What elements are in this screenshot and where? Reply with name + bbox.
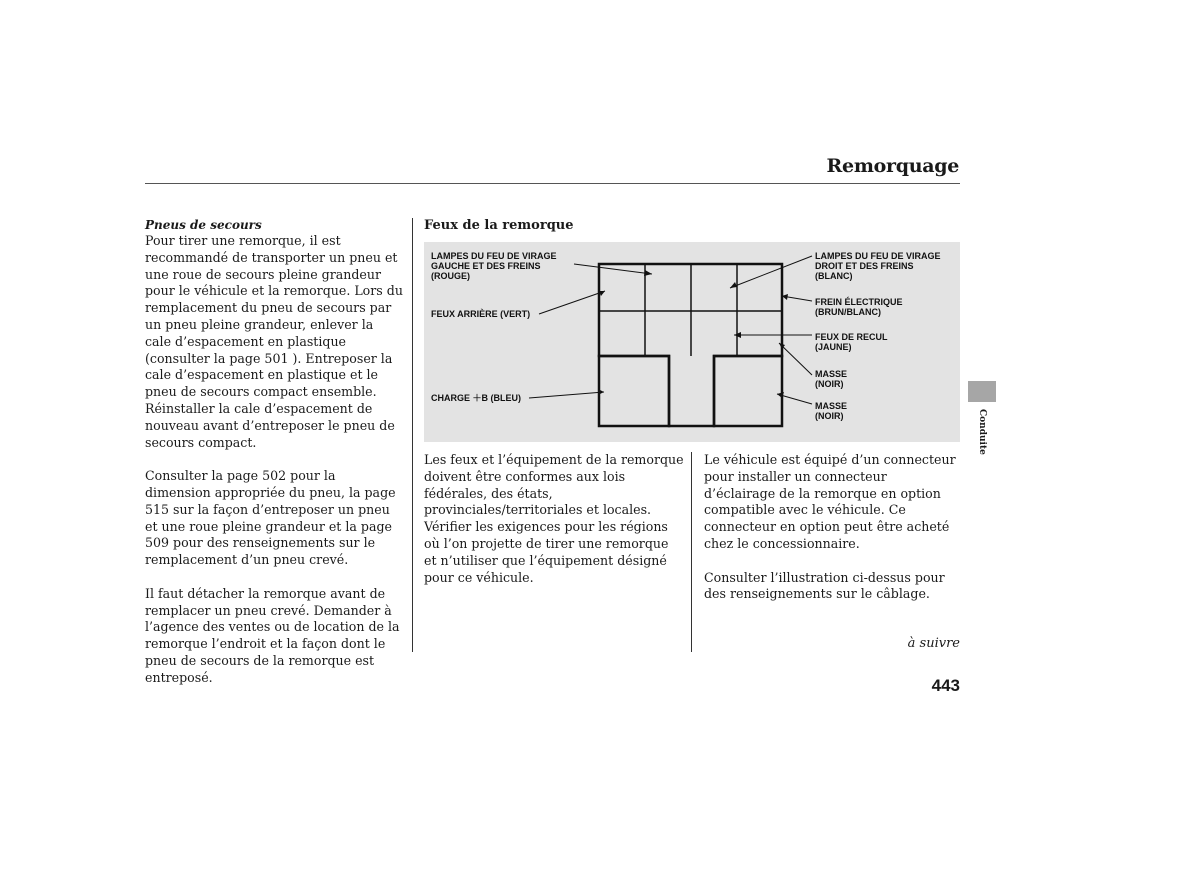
- trailer-lights-heading: Feux de la remorque: [424, 218, 574, 233]
- arrowhead: [598, 389, 604, 395]
- right-paragraph-1: Le véhicule est équipé d’un connecteur pour installer un connecteur d’éclairage de la remorque en option compatible avec le véhicule. Ce connecteur en option peut être acheté chez le concessionnaire.: [704, 452, 956, 551]
- section-tab: [968, 381, 996, 402]
- page-number: 443: [931, 676, 960, 695]
- leader-charge: [529, 392, 604, 398]
- continued-note: à suivre: [907, 636, 960, 651]
- right-column: [704, 452, 960, 603]
- label-ground-1: MASSE (NOIR): [815, 369, 848, 389]
- left-paragraph-1: Pour tirer une remorque, il est recommandé de transporter un pneu et une roue de secours pleine grandeur pour le véhicule et la remorque. Lors du remplacement du pneu de secours par un pneu pleine grandeur, enlever la cale d’espacement en plastique (consulter la page 501 ). Entreposer la cale d’espacement en plastique et le pneu de secours compact ensemble. Réinstaller la cale d’espacement de nouveau avant d’entreposer le pneu de secours compact.: [145, 233, 403, 450]
- leader-left-turn: [574, 264, 652, 274]
- middle-paragraph-1: Les feux et l’équipement de la remorque doivent être conformes aux lois fédérales, des états, provinciales/territoriales et locales. Vérifier les exigences pour les régions où l’on projette de tirer une remorque et n’utiliser que l’équipement désigné pour ce véhicule.: [424, 452, 684, 585]
- left-paragraph-2: Consulter la page 502 pour la dimension appropriée du pneu, la page 515 sur la façon d’entreposer un pneu et une roue pleine grandeur et la page 509 pour des renseignements sur le remplacement d’un pneu crevé.: [145, 468, 396, 568]
- column-divider-left: [412, 218, 413, 652]
- label-charge: CHARGE ＋B (BLEU): [431, 393, 521, 403]
- label-tail-lights: FEUX ARRIÈRE (VERT): [431, 309, 531, 319]
- arrowhead: [730, 282, 737, 288]
- arrowhead: [644, 270, 652, 276]
- label-ground-2: MASSE (NOIR): [815, 401, 848, 421]
- pin-charge: [599, 356, 669, 426]
- label-electric-brake: FREIN ÉLECTRIQUE (BRUN/BLANC): [815, 297, 903, 317]
- wiring-diagram: [424, 242, 960, 442]
- label-right-turn: LAMPES DU FEU DE VIRAGE DROIT ET DES FREINS (BLANC): [815, 251, 941, 281]
- left-paragraph-3: Il faut détacher la remorque avant de remplacer un pneu crevé. Demander à l’agence des ventes ou de location de la remorque l’endroit et la façon dont le pneu de secours de la remorque est entreposé.: [145, 585, 400, 685]
- leader-ground-1: [779, 343, 812, 375]
- leader-right-turn: [730, 256, 812, 288]
- column-divider-right: [691, 452, 692, 652]
- label-left-turn: LAMPES DU FEU DE VIRAGE GAUCHE ET DES FREINS (ROUGE): [431, 251, 557, 281]
- page-title: Remorquage: [826, 155, 959, 177]
- leader-tail: [539, 291, 605, 314]
- label-backup-lights: FEUX DE RECUL (JAUNE): [815, 332, 888, 352]
- left-column: [145, 218, 403, 687]
- middle-column: [424, 452, 684, 586]
- header-rule: [145, 183, 960, 184]
- right-paragraph-2: Consulter l’illustration ci-dessus pour des renseignements sur le câblage.: [704, 569, 945, 602]
- section-tab-label: Conduite: [977, 409, 987, 455]
- pin-ground-2: [714, 356, 782, 426]
- spare-tire-heading: Pneus de secours: [145, 218, 262, 232]
